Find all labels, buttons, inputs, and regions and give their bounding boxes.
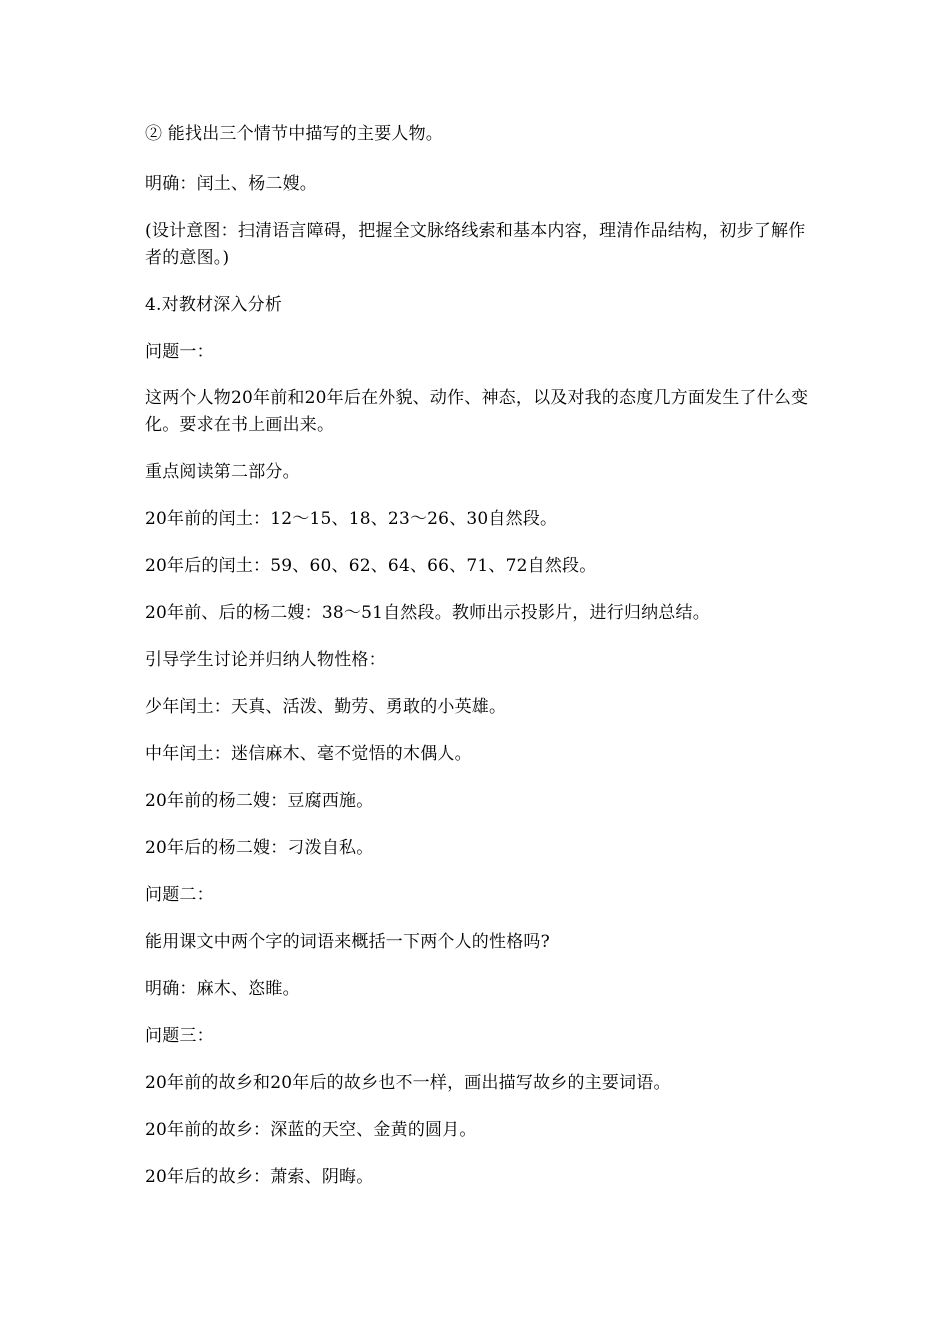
paragraph-yang-before: 20年前的杨二嫂：豆腐西施。 (145, 791, 374, 811)
question-two-label: 问题二： (145, 885, 214, 905)
paragraph-young-runtu: 少年闰土：天真、活泼、勤劳、勇敢的小英雄。 (145, 697, 507, 717)
question-one-label: 问题一： (145, 342, 214, 362)
paragraph-runtu-before: 20年前的闰土：12～15、18、23～26、30自然段。 (145, 509, 558, 529)
question-two-text: 能用课文中两个字的词语来概括一下两个人的性格吗? (145, 932, 550, 952)
paragraph-yang-after: 20年后的杨二嫂：刁泼自私。 (145, 838, 374, 858)
paragraph-guide-discussion: 引导学生讨论并归纳人物性格： (145, 650, 386, 670)
paragraph-middleaged-runtu: 中年闰土：迷信麻木、毫不觉悟的木偶人。 (145, 744, 472, 764)
paragraph-hometown-after: 20年后的故乡：萧索、阴晦。 (145, 1167, 374, 1187)
section-heading-analysis: 4.对教材深入分析 (145, 295, 283, 315)
paragraph-hometown-before: 20年前的故乡：深蓝的天空、金黄的圆月。 (145, 1120, 477, 1140)
question-three-label: 问题三： (145, 1026, 214, 1046)
paragraph-focus-reading: 重点阅读第二部分。 (145, 462, 300, 482)
paragraph-yang-ersao: 20年前、后的杨二嫂：38～51自然段。教师出示投影片，进行归纳总结。 (145, 603, 710, 623)
question-one-text: 这两个人物20年前和20年后在外貌、动作、神态，以及对我的态度几方面发生了什么变化。要求在书上画出来。 (145, 388, 809, 435)
paragraph-goal-characters: ② 能找出三个情节中描写的主要人物。 (145, 124, 444, 144)
paragraph-runtu-after: 20年后的闰土：59、60、62、64、66、71、72自然段。 (145, 556, 597, 576)
paragraph-answer-personality: 明确：麻木、恣睢。 (145, 979, 300, 999)
paragraph-answer-characters: 明确：闰土、杨二嫂。 (145, 174, 317, 194)
question-three-text: 20年前的故乡和20年后的故乡也不一样，画出描写故乡的主要词语。 (145, 1073, 671, 1093)
paragraph-design-intent: (设计意图：扫清语言障碍，把握全文脉络线索和基本内容，理清作品结构，初步了解作者的意图。) (145, 221, 806, 268)
